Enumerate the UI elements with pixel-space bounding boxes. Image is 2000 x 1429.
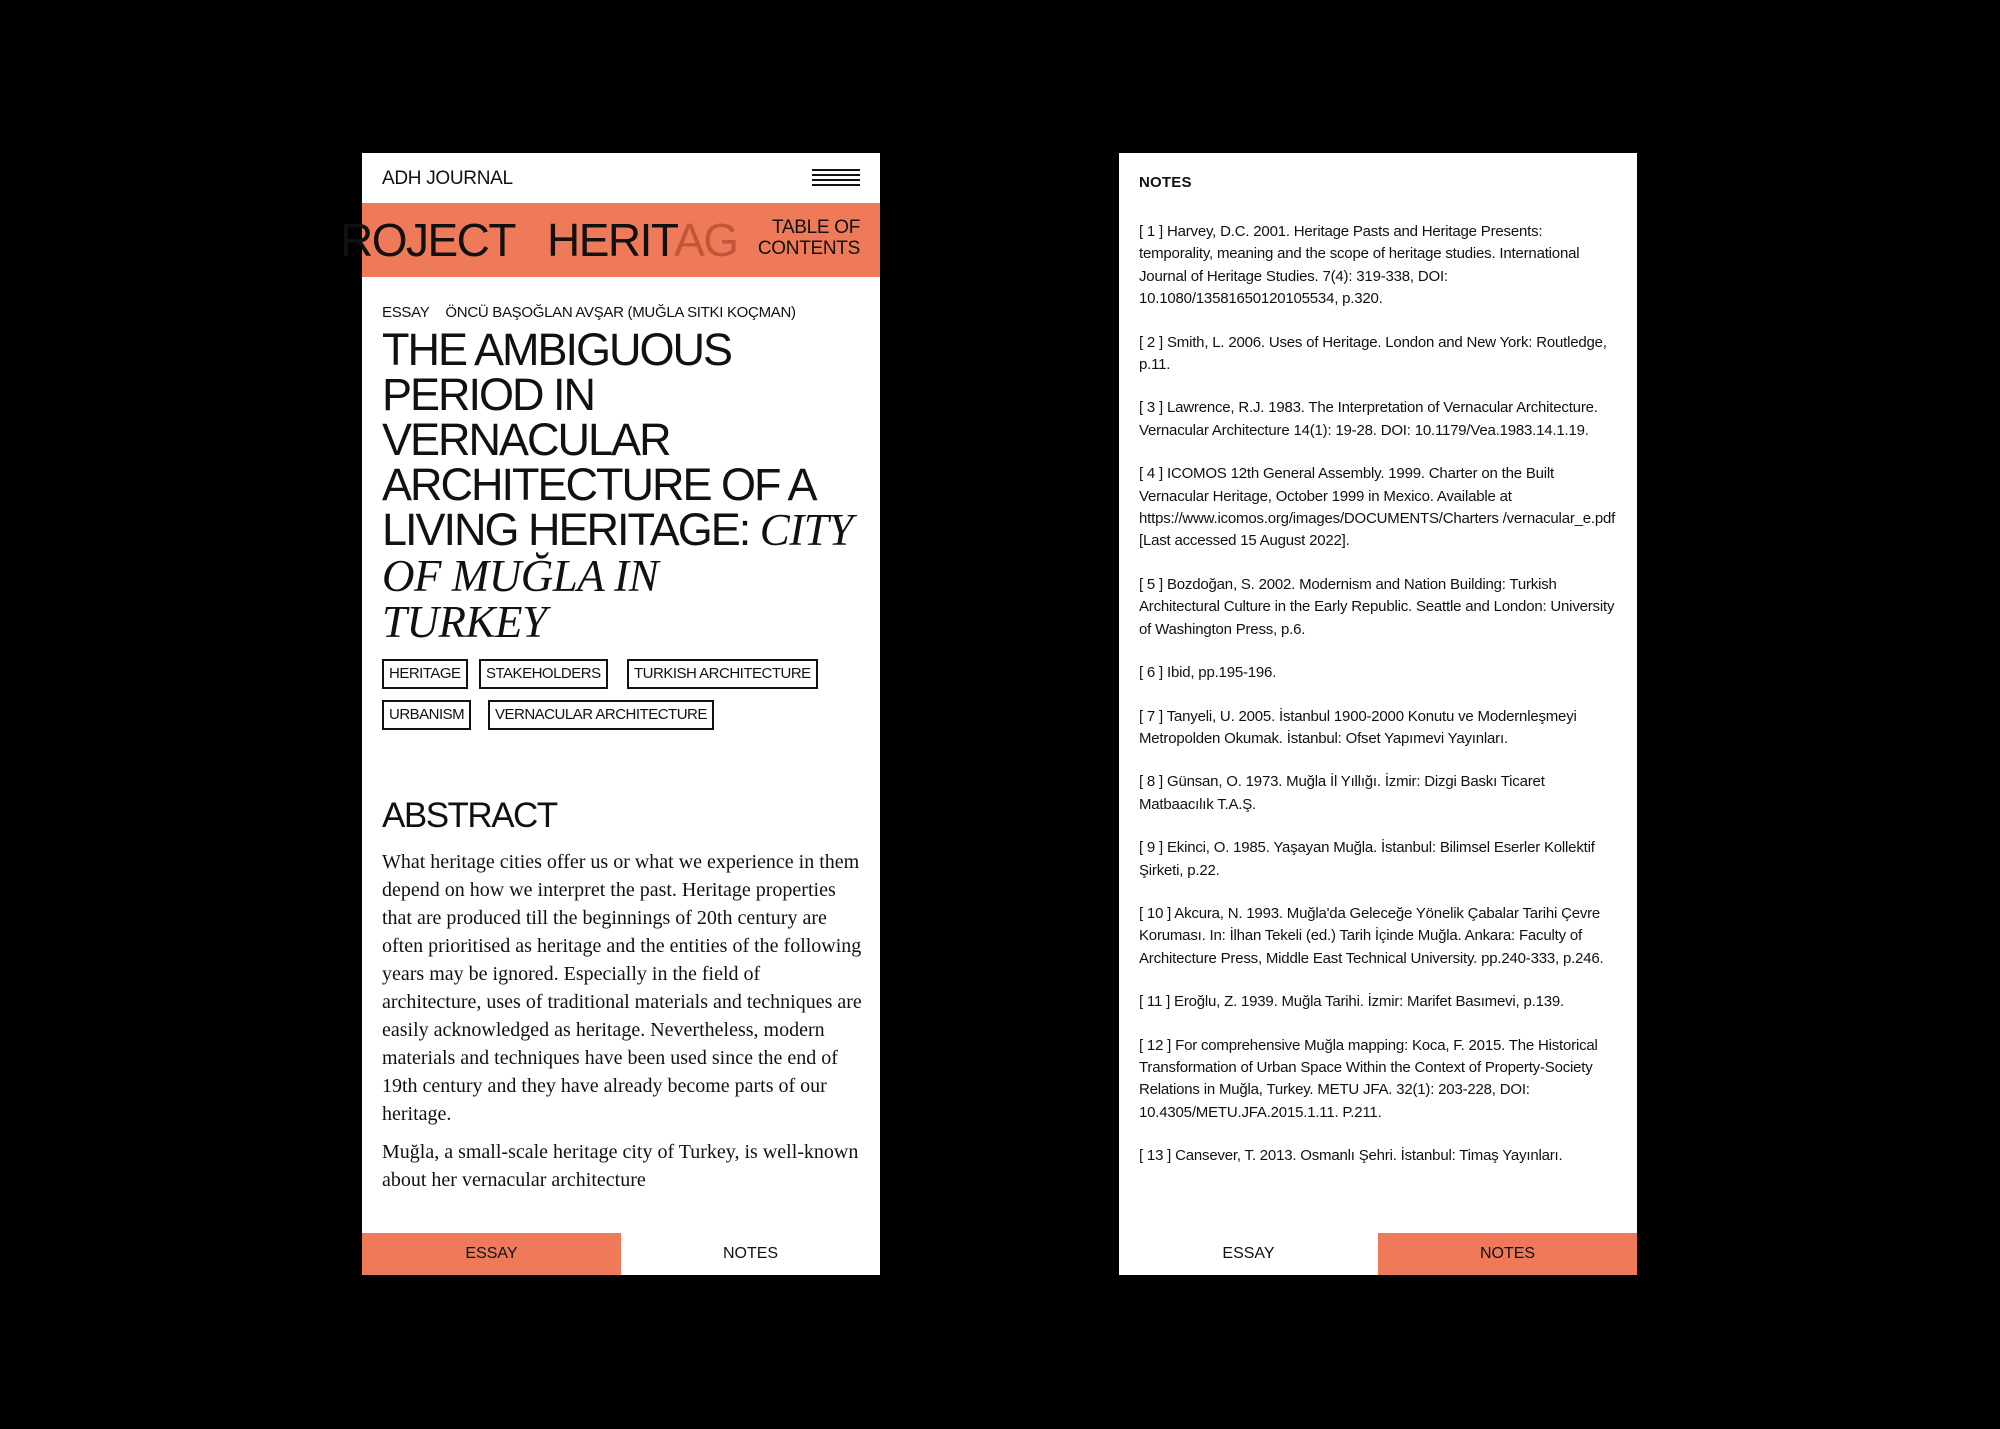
notes-screen [1119,153,1637,1275]
tab-essay[interactable]: ESSAY [362,1233,621,1275]
abstract-scroll-area[interactable] [362,843,880,1223]
tag-urbanism[interactable]: URBANISM [382,700,471,730]
article-meta [382,304,796,321]
title-italic: TURKEY [382,597,547,647]
note-item: [ 13 ] Cansever, T. 2013. Osmanlı Şehri. İstanbul: Timaş Yayınları. [1139,1147,1563,1165]
top-bar [362,153,880,203]
ticker-word: ROJECT [340,214,515,266]
note-item: [ 6 ] Ibid, pp.195-196. [1139,664,1277,682]
title-line: PERIOD IN [382,369,595,420]
ticker-word-fade: AG [674,214,738,266]
abstract-heading: ABSTRACT [382,796,557,835]
tag-turkish-architecture[interactable]: TURKISH ARCHITECTURE [627,659,818,689]
article-category[interactable]: ESSAY [382,304,430,321]
note-item: [ 5 ] Bozdoğan, S. 2002. Modernism and Nation Building: Turkish Architectural Culture in the Early Republic. Seattle and London: University of Washington Press, p.6. [1139,575,1615,638]
note-item: [ 3 ] Lawrence, R.J. 1983. The Interpretation of Vernacular Architecture. Vernacular Architecture 14(1): 19-28. DOI: 10.1179/Vea.1983.14.1.19. [1139,399,1598,439]
brand-logo[interactable]: ADH JOURNAL [382,168,513,189]
tab-notes[interactable]: NOTES [1378,1233,1637,1275]
note-item: [ 9 ] Ekinci, O. 1985. Yaşayan Muğla. İstanbul: Bilimsel Eserler Kollektif Şirketi, p.22. [1139,839,1595,879]
project-ticker-banner [340,203,880,277]
essay-screen [340,153,880,1275]
note-item: [ 1 ] Harvey, D.C. 2001. Heritage Pasts and Heritage Presents: temporality, meaning and the scope of heritage studies. International Journal of Heritage Studies. 7(4): 319-338, DOI: 10.1080/13581650120105534, p.320. [1139,223,1580,308]
bottom-tab-bar [362,1233,880,1275]
bottom-tab-bar [1119,1233,1637,1275]
title-line: VERNACULAR [382,414,670,465]
article-author[interactable]: ÖNCÜ BAŞOĞLAN AVŞAR (MUĞLA SITKI KOÇMAN) [445,304,796,321]
table-of-contents-button[interactable] [740,203,880,277]
note-item: [ 11 ] Eroğlu, Z. 1939. Muğla Tarihi. İzmir: Marifet Basımevi, p.139. [1139,993,1564,1011]
note-item: [ 10 ] Akcura, N. 1993. Muğla'da Geleceğe Yönelik Çabalar Tarihi Çevre Koruması. In: İlhan Tekeli (ed.) Tarih İçinde Muğla. Ankara: Faculty of Architecture Press, Middle East Technical University. pp.240-333, p.246. [1139,904,1604,967]
tab-notes[interactable]: NOTES [621,1233,880,1275]
notes-heading: NOTES [1139,174,1192,191]
note-item: [ 2 ] Smith, L. 2006. Uses of Heritage. London and New York: Routledge, p.11. [1139,333,1607,374]
notes-list [1139,221,1619,1189]
notes-scroll-area[interactable] [1119,213,1637,1233]
tag-heritage[interactable]: HERITAGE [382,659,468,689]
title-line: LIVING HERITAGE: [382,504,750,555]
title-italic: OF MUĞLA IN [382,551,659,601]
title-line: THE AMBIGUOUS [382,324,732,375]
toc-label-line: CONTENTS [757,238,860,259]
ticker-word: HERIT [547,214,675,266]
abstract-body [382,848,862,1204]
note-item: [ 7 ] Tanyeli, U. 2005. İstanbul 1900-2000 Konutu ve Modernleşmeyi Metropolden Okumak. İstanbul: Ofset Yapımevi Yayınları. [1139,707,1577,747]
note-item: [ 8 ] Günsan, O. 1973. Muğla İl Yıllığı. İzmir: Dizgi Baskı Ticaret Matbaacılık T.A.Ş. [1139,773,1545,813]
note-item: [ 12 ] For comprehensive Muğla mapping: Koca, F. 2015. The Historical Transformation of Urban Space Within the Context of Property-Society Relations in Muğla, Turkey. METU JFA. 32(1): 203-228, DOI: 10.4305/METU.JFA.2015.1.11. P.211. [1139,1036,1598,1121]
note-item: [ 4 ] ICOMOS 12th General Assembly. 1999. Charter on the Built Vernacular Heritage, October 1999 in Mexico. Available at https://www.icomos.org/images/DOCUMENTS/Charters /vernacular_e.pdf [Last accessed 15 August 2022]. [1139,465,1616,550]
title-italic: CITY [759,505,853,555]
title-line: ARCHITECTURE OF A [382,459,816,510]
tab-essay[interactable]: ESSAY [1119,1233,1378,1275]
article-title [382,324,872,647]
hamburger-menu-icon[interactable] [812,169,860,187]
tag-vernacular-architecture[interactable]: VERNACULAR ARCHITECTURE [488,700,714,730]
abstract-paragraph: Muğla, a small-scale heritage city of Turkey, is well-known about her vernacular architecture [382,1141,859,1191]
abstract-paragraph: What heritage cities offer us or what we experience in them depend on how we interpret the past. Heritage properties that are produced till the beginnings of 20th century are often prioritised as heritage and the entities of the following years may be ignored. Especially in the field of architecture, uses of traditional materials and techniques are easily acknowledged as heritage. Nevertheless, modern materials and techniques have been used since the end of 19th century and they have already become parts of our heritage. [382,851,862,1125]
tag-stakeholders[interactable]: STAKEHOLDERS [479,659,608,689]
toc-label-line: TABLE OF [771,217,860,238]
ticker-text [340,212,738,268]
